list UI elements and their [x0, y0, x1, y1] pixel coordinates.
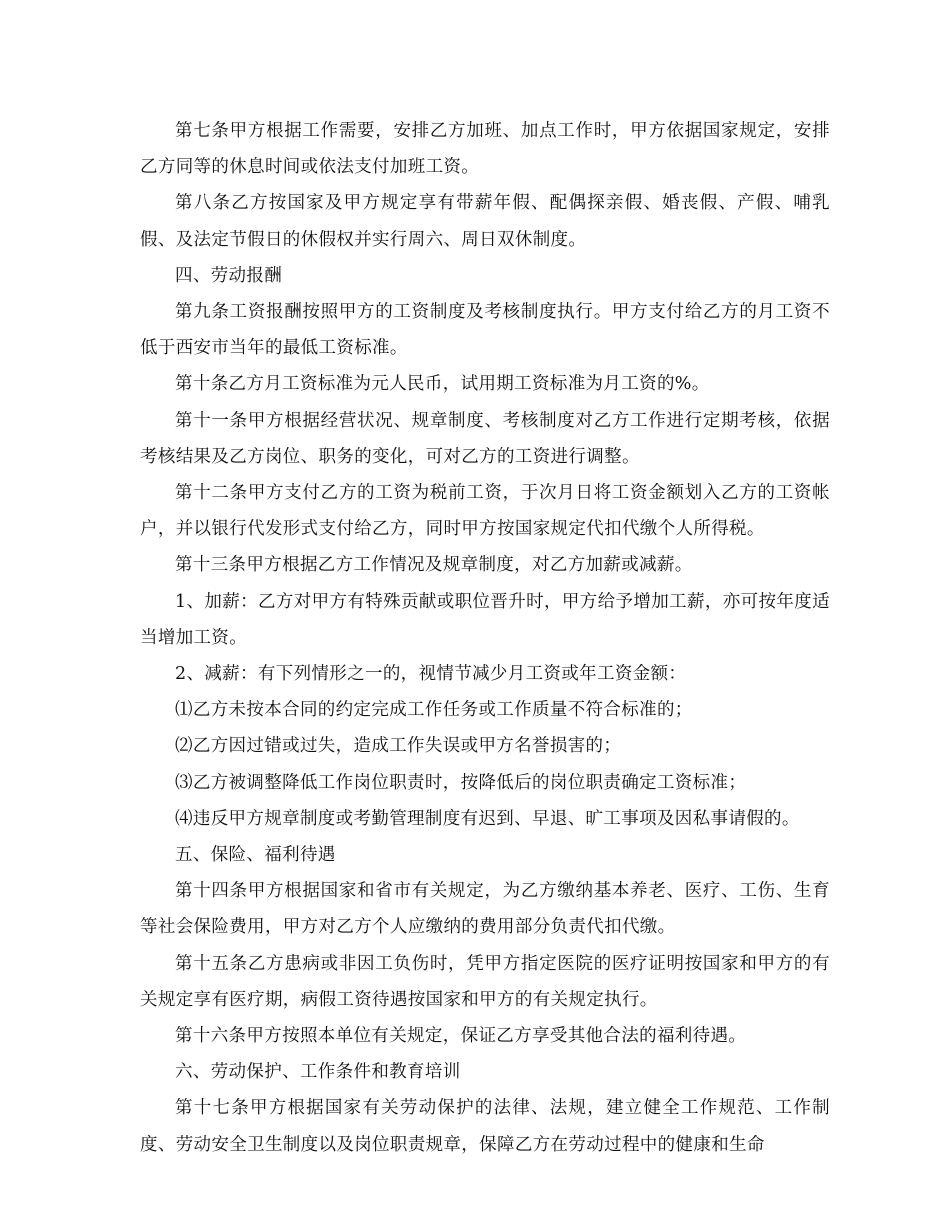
article-17: 第十七条甲方根据国家有关劳动保护的法律、法规，建立健全工作规范、工作制度、劳动安全卫生制度以及岗位职责规章，保障乙方在劳动过程中的健康和生命 [140, 1098, 830, 1155]
clause-salary-reduction: 2、减薪：有下列情形之一的，视情节减少月工资或年工资金额： [175, 664, 687, 685]
article-7: 第七条甲方根据工作需要，安排乙方加班、加点工作时，甲方依据国家规定，安排乙方同等的休息时间或依法支付加班工资。 [140, 121, 830, 178]
article-8: 第八条乙方按国家及甲方规定享有带薪年假、配偶探亲假、婚丧假、产假、哺乳假、及法定节假日的休假权并实行周六、周日双休制度。 [140, 193, 830, 250]
article-13: 第十三条甲方根据乙方工作情况及规章制度，对乙方加薪或减薪。 [175, 555, 693, 576]
section-heading-labor-protection: 六、劳动保护、工作条件和教育培训 [175, 1062, 461, 1083]
reduction-item-3: ⑶乙方被调整降低工作岗位职责时，按降低后的岗位职责确定工资标准； [175, 772, 747, 793]
reduction-item-1: ⑴乙方未按本合同的约定完成工作任务或工作质量不符合标准的； [175, 700, 693, 721]
article-11: 第十一条甲方根据经营状况、规章制度、考核制度对乙方工作进行定期考核，依据考核结果及乙方岗位、职务的变化，可对乙方的工资进行调整。 [140, 410, 830, 467]
clause-salary-increase: 1、加薪：乙方对甲方有特殊贡献或职位晋升时，甲方给予增加工薪，亦可按年度适当增加工资。 [140, 591, 830, 648]
article-9: 第九条工资报酬按照甲方的工资制度及考核制度执行。甲方支付给乙方的月工资不低于西安市当年的最低工资标准。 [140, 302, 830, 359]
section-heading-insurance-welfare: 五、保险、福利待遇 [175, 845, 336, 866]
article-12: 第十二条甲方支付乙方的工资为税前工资，于次月日将工资金额划入乙方的工资帐户，并以银行代发形式支付给乙方，同时甲方按国家规定代扣代缴个人所得税。 [140, 483, 830, 540]
article-10: 第十条乙方月工资标准为元人民币，试用期工资标准为月工资的%。 [175, 374, 710, 395]
article-15: 第十五条乙方患病或非因工负伤时，凭甲方指定医院的医疗证明按国家和甲方的有关规定享有医疗期，病假工资待遇按国家和甲方的有关规定执行。 [140, 953, 830, 1010]
section-heading-labor-remuneration: 四、劳动报酬 [175, 265, 283, 286]
reduction-item-4: ⑷违反甲方规章制度或考勤管理制度有迟到、早退、旷工事项及因私事请假的。 [175, 808, 800, 829]
article-16: 第十六条甲方按照本单位有关规定，保证乙方享受其他合法的福利待遇。 [175, 1026, 747, 1047]
document-body [140, 113, 830, 1163]
reduction-item-2: ⑵乙方因过错或过失，造成工作失误或甲方名誉损害的； [175, 736, 622, 757]
article-14: 第十四条甲方根据国家和省市有关规定，为乙方缴纳基本养老、医疗、工伤、生育等社会保险费用，甲方对乙方个人应缴纳的费用部分负责代扣代缴。 [140, 881, 830, 938]
